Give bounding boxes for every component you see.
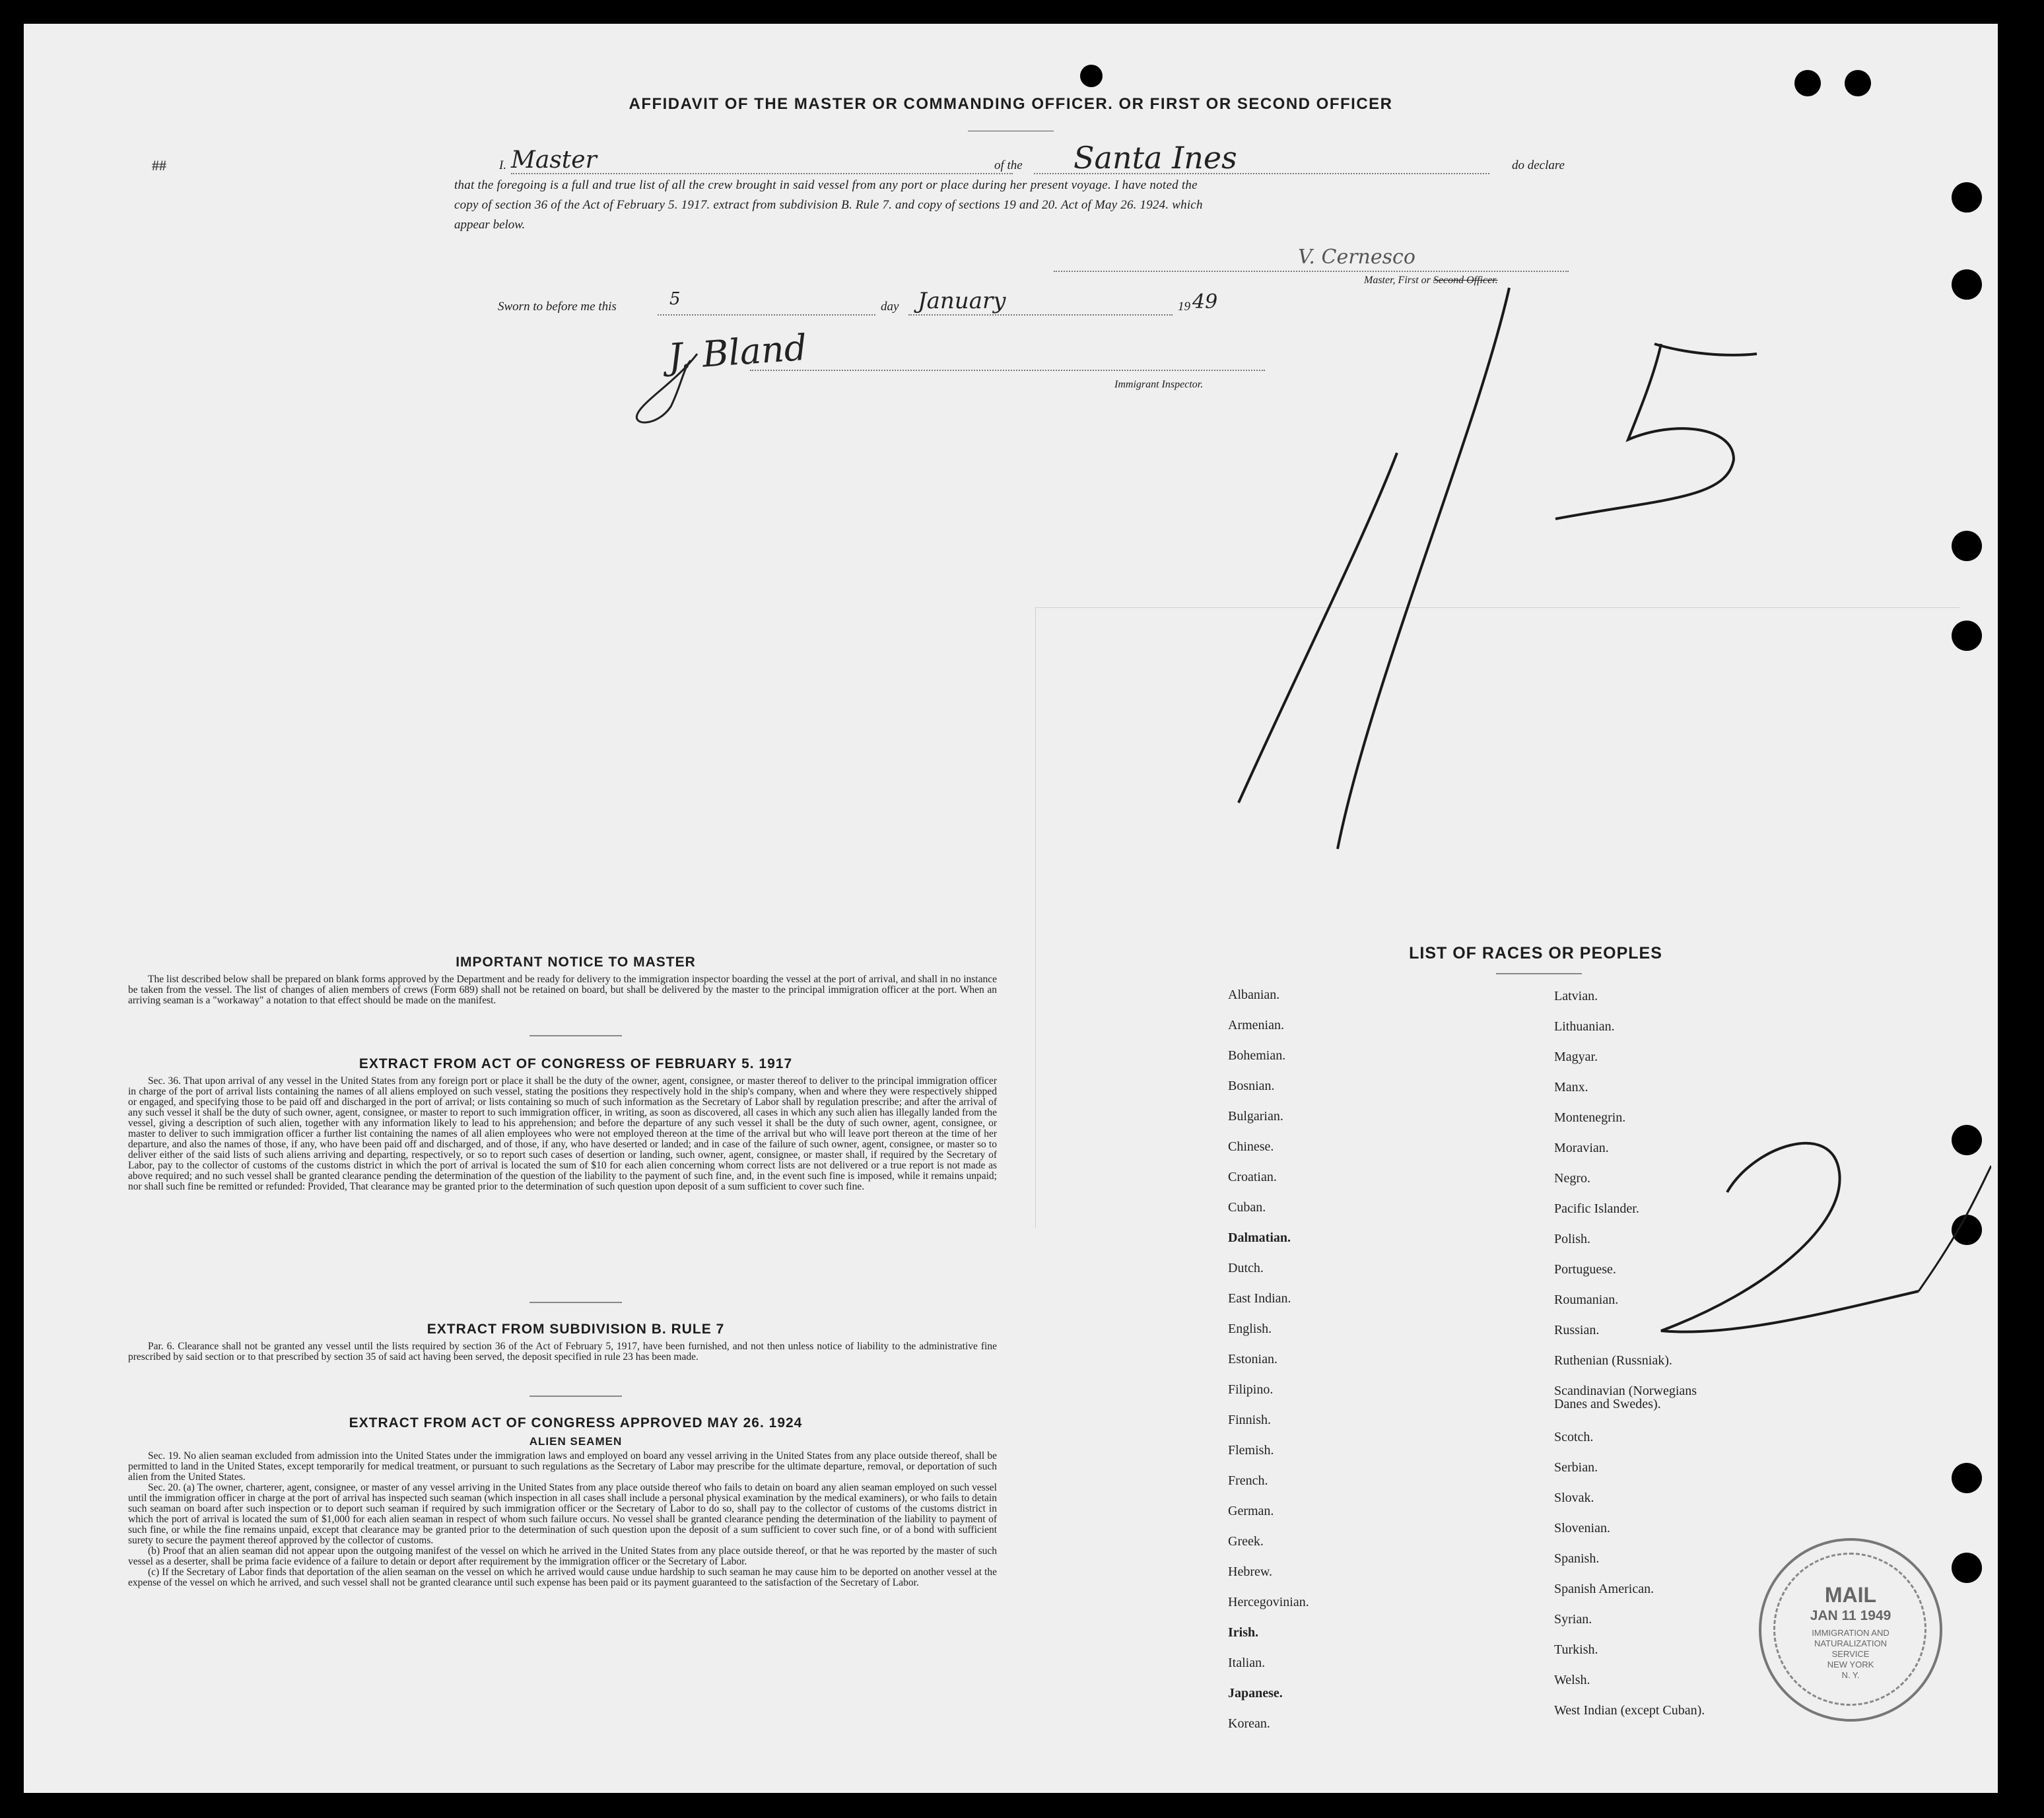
race-right-item: Lithuanian.: [1554, 1019, 1615, 1034]
race-right-item: Spanish.: [1554, 1551, 1600, 1566]
race-right-item: Latvian.: [1554, 989, 1598, 1003]
stamp-line1: IMMIGRATION AND: [1812, 1628, 1890, 1638]
divider: [1496, 973, 1582, 974]
stamp-top: MAIL: [1824, 1583, 1877, 1607]
race-right-item: Negro.: [1554, 1171, 1590, 1186]
race-left-item: Japanese.: [1228, 1686, 1283, 1700]
stamp-line3: SERVICE: [1831, 1649, 1870, 1659]
punch-hole: [1952, 1553, 1982, 1583]
race-right-item: Pacific Islander.: [1554, 1201, 1639, 1216]
race-right-item: Ruthenian (Russniak).: [1554, 1353, 1672, 1368]
race-left-item: Bosnian.: [1228, 1079, 1275, 1093]
race-right-item: Slovak.: [1554, 1491, 1594, 1505]
affidavit-line1-prefix: I.: [499, 158, 507, 172]
punch-hole: [1794, 70, 1821, 96]
document-page: [24, 24, 1998, 1793]
notice-title: IMPORTANT NOTICE TO MASTER: [456, 955, 696, 970]
race-left-item: Chinese.: [1228, 1139, 1274, 1154]
race-left-item: Hebrew.: [1228, 1565, 1273, 1579]
race-right-item: Turkish.: [1554, 1642, 1598, 1657]
divider: [529, 1396, 622, 1397]
race-left-item: German.: [1228, 1504, 1274, 1518]
stamp-date: JAN 11 1949: [1810, 1608, 1891, 1623]
race-left-item: Flemish.: [1228, 1443, 1274, 1458]
race-left-item: Estonian.: [1228, 1352, 1278, 1366]
race-left-item: English.: [1228, 1322, 1272, 1336]
race-left-item: Irish.: [1228, 1625, 1259, 1640]
punch-hole: [1952, 621, 1982, 651]
mail-stamp: [1759, 1538, 1942, 1722]
race-right-item: Scotch.: [1554, 1430, 1594, 1444]
sec19-text: Sec. 19. No alien seaman excluded from admission into the United States under the immigration laws and employed on board any vessel arriving in the United States from any place outside thereof, shall be permitted to land in the United States, except temporarily for medical treatment, or pursuant to such regulations as the Secretary of Labor may prescribe for the ultimate departure, removal, or deportation of such alien from the United States.: [128, 1450, 997, 1483]
extract-1924-body: [128, 1451, 997, 1588]
races-title: LIST OF RACES OR PEOPLES: [1409, 944, 1662, 962]
sworn-day-number: 5: [669, 289, 681, 309]
inspector-signature: J. Bland: [667, 326, 809, 378]
race-right-item: Serbian.: [1554, 1460, 1598, 1475]
notice-text: The list described below shall be prepared on blank forms approved by the Department and be ready for delivery to the immigration inspector boarding the vessel at the port of arrival, and shall in no instance be taken from the vessel. The list of changes of alien members of crews (Form 689) shall not be retained on board, but shall be delivered by the master to the principal immigration officer at the port. When an arriving seaman is a "workaway" a notation to that effect should be made on the manifest.: [128, 974, 997, 1006]
race-right-item: Russian.: [1554, 1323, 1600, 1337]
race-left-item: East Indian.: [1228, 1291, 1291, 1306]
race-left-item: French.: [1228, 1473, 1268, 1488]
margin-mark: ##: [152, 157, 166, 174]
sworn-month: January: [918, 288, 1006, 314]
race-right-item: Moravian.: [1554, 1141, 1609, 1155]
handwritten-number-2: [1635, 1093, 1991, 1370]
race-left-item: Bohemian.: [1228, 1048, 1286, 1063]
rule7-text: Par. 6. Clearance shall not be granted any vessel until the lists required by section 36 of the Act of February 5, 1917, have been furnished, and not then unless notice of liability to the administrative fine prescribed by said section or to that prescribed by section 35 of said act having been served, the deposit specified in rule 23 has been made.: [128, 1341, 997, 1363]
affidavit-line2: that the foregoing is a full and true list of all the crew brought in said vessel from any port or place during her present voyage. I have noted the: [454, 178, 1198, 192]
punch-hole: [1952, 531, 1982, 561]
punch-hole: [1080, 65, 1103, 87]
divider: [529, 1035, 622, 1036]
punch-hole: [1952, 182, 1982, 213]
sworn-day-line: [658, 314, 875, 316]
master-signature: V. Cernesco: [1298, 246, 1415, 269]
punch-hole: [1952, 1463, 1982, 1493]
extract-1917-text: Sec. 36. That upon arrival of any vessel in the United States from any foreign port or place it shall be the duty of the owner, agent, consignee, or master thereof to deliver to the principal immigration officer in charge of the port of arrival lists containing the names of all aliens employed on such vessel, stating the positions they respectively hold in the ship's company, when and where they were respectively shipped or engaged, and specifying those to be paid off and discharged in the port of arrival; or lists containing so much of such information as the Secretary of Labor shall by regulation prescribe; and after the arrival of any such vessel it shall be the duty of such owner, agent, consignee, or master to report to such immigration officer, in writing, as soon as discovered, all cases in which any such alien has illegally landed from the vessel, giving a description of such alien, together with any information likely to lead to his apprehension; and before the departure of any such vessel it shall be the duty of such owner, agent, consignee, or master to deliver to such immigration officer a further list containing the names of all alien employees who were not employed thereon at the time of the arrival but who will leave port thereon at the time of her departure, and also the names of those, if any, who have been paid off and discharged, and of those, if any, who have deserted or landed; and in case of the failure of such owner, agent, consignee, or master so to deliver either of the said lists of such aliens arriving and departing, respectively, or so to report such cases of desertion or landing, such owner, agent, consignee, or master shall, if required by the Secretary of Labor, pay to the collector of customs of the customs district in which the port of arrival is located the sum of $10 for each alien concerning whom correct lists are not delivered or a true report is not made as above required; and no such vessel shall be granted clearance pending the determination of the question of the liability to the payment of such fine, and, in the event such fine is imposed, while it remains unpaid; nor shall such fine be remitted or refunded: Provided, That clearance may be granted prior to the determination of such question upon deposit of a sum sufficient to cover such fine.: [128, 1075, 997, 1192]
punch-hole: [1952, 269, 1982, 300]
year-handwritten: 49: [1192, 290, 1218, 314]
handwritten-number-115: [1199, 261, 1859, 856]
inspector-line: [750, 370, 1265, 371]
sec20c-text: (c) If the Secretary of Labor finds that deportation of the alien seaman on the vessel on which he arrived would cause undue hardship to such seaman he may cause him to be deported on another vessel at the expense of the vessel on which he arrived, and such vessel shall not be granted clearance until such expense has been paid or its payment guaranteed to the satisfaction of the Secretary of Labor.: [128, 1566, 997, 1588]
handwritten-vessel-name: Santa Ines: [1073, 140, 1237, 176]
affidavit-of-the: of the: [994, 158, 1023, 172]
race-left-item: Armenian.: [1228, 1018, 1284, 1032]
master-caption-a: Master, First or: [1364, 275, 1431, 286]
vessel-line: [1034, 173, 1489, 174]
race-right-item: Roumanian.: [1554, 1293, 1619, 1307]
race-right-item: Manx.: [1554, 1080, 1588, 1094]
race-right-item: Spanish American.: [1554, 1582, 1654, 1596]
race-right-item: Magyar.: [1554, 1050, 1598, 1064]
race-right-item: Portuguese.: [1554, 1262, 1616, 1277]
affidavit-line4: appear below.: [454, 218, 526, 232]
race-left-item: Hercegovinian.: [1228, 1595, 1309, 1609]
sworn-prefix: Sworn to before me this: [498, 300, 617, 314]
race-left-item: Korean.: [1228, 1716, 1270, 1731]
divider: [529, 1302, 622, 1303]
race-right-item: Polish.: [1554, 1232, 1591, 1246]
rank-line: [511, 173, 1013, 174]
race-left-item: Bulgarian.: [1228, 1109, 1283, 1124]
race-left-item: Dutch.: [1228, 1261, 1264, 1275]
extract-1917-title: EXTRACT FROM ACT OF CONGRESS OF FEBRUARY 5. 1917: [358, 1056, 793, 1071]
affidavit-title: AFFIDAVIT OF THE MASTER OR COMMANDING OFFICER. OR FIRST OR SECOND OFFICER: [629, 95, 1393, 113]
handwritten-rank: Master: [511, 147, 597, 174]
inspector-signature-flourish: [618, 341, 750, 433]
race-right-item: Danes and Swedes).: [1554, 1397, 1661, 1411]
year-prefix: 19: [1178, 300, 1190, 314]
race-right-item: Syrian.: [1554, 1612, 1592, 1627]
rule7-title: EXTRACT FROM SUBDIVISION B. RULE 7: [426, 1322, 725, 1337]
race-right-item: Welsh.: [1554, 1673, 1590, 1687]
race-left-item: Albanian.: [1228, 988, 1280, 1002]
race-right-item: West Indian (except Cuban).: [1554, 1703, 1705, 1718]
race-left-item: Finnish.: [1228, 1413, 1272, 1427]
race-left-item: Cuban.: [1228, 1200, 1266, 1215]
master-caption-struck: Second Officer.: [1433, 275, 1498, 286]
day-word: day: [881, 300, 899, 314]
race-right-item: Scandinavian (Norwegians: [1554, 1384, 1697, 1398]
affidavit-line1-suffix: do declare: [1511, 158, 1565, 172]
extract-1924-title: EXTRACT FROM ACT OF CONGRESS APPROVED MAY 26. 1924: [349, 1415, 803, 1431]
affidavit-line3: copy of section 36 of the Act of February 5. 1917. extract from subdivision B. Rule 7. and copy of sections 19 and 20. Act of May 26. 1924. which: [454, 198, 1203, 212]
punch-hole: [1845, 70, 1871, 96]
sec20a-text: Sec. 20. (a) The owner, charterer, agent, consignee, or master of any vessel arriving in the United States from any place outside thereof who fails to detain on board any alien seaman employed on such vessel until the immigration officer in charge at the port of arrival has inspected such seaman (which inspection in all cases shall include a personal physical examination by the medical examiners), or who fails to detain such seaman on board after such inspection or to deport such seaman if required by such immigration officer or the Secretary of Labor to do so, shall pay to the collector of customs of the customs district in which the port of arrival is located the sum of $1,000 for each alien seaman in respect of whom such failure occurs. No vessel shall be granted clearance pending the determination of the liability to payment of such fine, or while the fine remains unpaid, except that clearance may be granted prior to the determination of such question upon the deposit of a sum sufficient to cover such fine, or of a bond with sufficient surety to secure the payment thereof approved by the collector of customs.: [128, 1482, 997, 1546]
race-left-item: Greek.: [1228, 1534, 1264, 1549]
race-left-item: Dalmatian.: [1228, 1230, 1291, 1245]
race-right-item: Slovenian.: [1554, 1521, 1610, 1535]
stamp-line4: NEW YORK: [1827, 1660, 1874, 1669]
stamp-line2: NATURALIZATION: [1814, 1638, 1888, 1648]
sworn-month-line: [908, 314, 1173, 316]
stamp-line5: N. Y.: [1841, 1670, 1860, 1680]
race-left-item: Italian.: [1228, 1656, 1266, 1670]
race-left-item: Croatian.: [1228, 1170, 1277, 1184]
race-right-item: Montenegrin.: [1554, 1110, 1626, 1125]
faint-form-edge: [1035, 607, 1036, 1228]
race-left-item: Filipino.: [1228, 1382, 1274, 1397]
extract-1924-subtitle: ALIEN SEAMEN: [529, 1435, 623, 1448]
inspector-caption: Immigrant Inspector.: [1114, 379, 1204, 390]
sec20b-text: (b) Proof that an alien seaman did not appear upon the outgoing manifest of the vessel on which he arrived in the United States from any place outside thereof, or that he was reported by the master of such vessel as a deserter, shall be prima facie evidence of a failure to detain or deport after requirement by the immigration officer or the Secretary of Labor.: [128, 1545, 997, 1567]
